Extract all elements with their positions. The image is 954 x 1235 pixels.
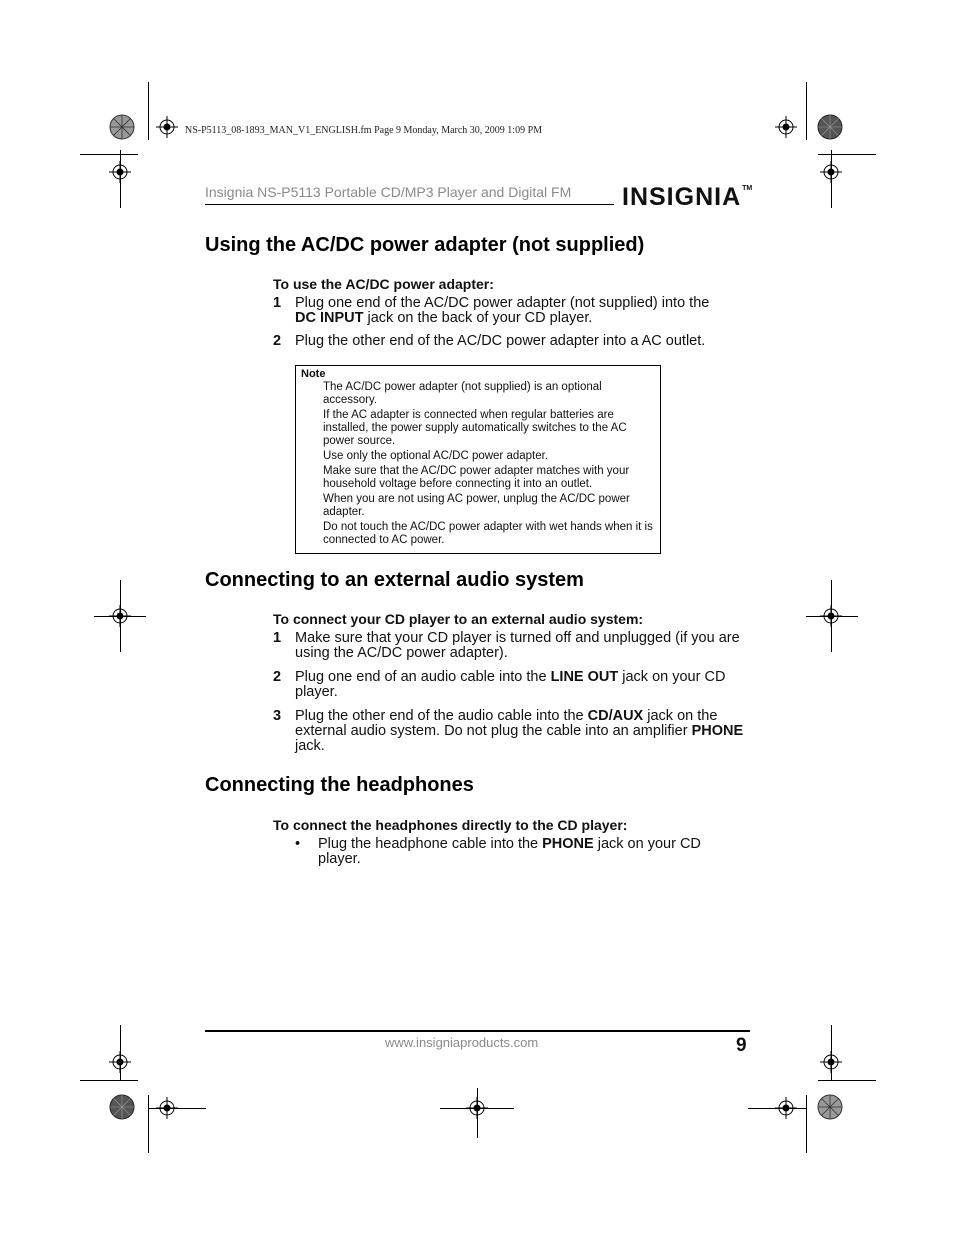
crop-mark bbox=[818, 154, 876, 155]
step-item bbox=[273, 709, 753, 757]
crop-mark bbox=[831, 150, 832, 208]
step-text: Plug one end of an audio cable into the LINE OUT jack on your CD player. bbox=[295, 669, 726, 700]
crop-mark bbox=[806, 1095, 807, 1153]
footer-rule bbox=[205, 1030, 750, 1032]
note-title: Note bbox=[301, 368, 326, 380]
note-item: The AC/DC power adapter (not supplied) is an optional accessory. bbox=[323, 381, 602, 406]
logo-text: INSIGNIA bbox=[622, 183, 742, 211]
color-bar-rose-icon bbox=[109, 1094, 135, 1120]
crop-mark bbox=[94, 616, 146, 617]
crop-mark bbox=[806, 616, 858, 617]
crop-mark bbox=[80, 1080, 138, 1081]
footer-url: www.insigniaproducts.com bbox=[385, 1035, 539, 1050]
step-text: Make sure that your CD player is turned off and unplugged (if you are using the AC/DC power adapter). bbox=[295, 630, 740, 661]
section-heading-headphones: Connecting the headphones bbox=[205, 774, 474, 796]
crop-mark bbox=[80, 154, 138, 155]
color-bar-rose-icon bbox=[817, 1094, 843, 1120]
step-number: 1 bbox=[273, 295, 282, 311]
crop-mark bbox=[148, 1108, 206, 1109]
line-out-label: LINE OUT bbox=[550, 669, 619, 685]
section-heading-ac-dc-adapter: Using the AC/DC power adapter (not supplied) bbox=[205, 234, 645, 256]
crop-mark bbox=[440, 1108, 514, 1109]
step-item bbox=[273, 334, 753, 350]
note-item: Use only the optional AC/DC power adapter. bbox=[323, 450, 549, 462]
dc-input-label: DC INPUT bbox=[295, 310, 364, 326]
step-number: 2 bbox=[273, 669, 282, 685]
bullet-item bbox=[295, 837, 755, 869]
file-slug-line: NS-P5113_08-1893_MAN_V1_ENGLISH.fm Page 9 Monday, March 30, 2009 1:09 PM bbox=[185, 125, 543, 136]
cd-aux-label: CD/AUX bbox=[587, 708, 644, 724]
crop-mark bbox=[120, 150, 121, 208]
procedure-heading: To connect your CD player to an external audio system: bbox=[273, 611, 644, 627]
insignia-logo bbox=[622, 183, 752, 212]
step-text: Plug the other end of the audio cable into the CD/AUX jack on the external audio system. Do not plug the cable into an amplifier PHONE jack. bbox=[295, 708, 744, 754]
step-text: Plug the other end of the AC/DC power adapter into a AC outlet. bbox=[295, 333, 706, 349]
procedure-heading: To connect the headphones directly to the CD player: bbox=[273, 817, 628, 833]
note-item: If the AC adapter is connected when regular batteries are installed, the power supply automatically switches to the AC power source. bbox=[323, 409, 627, 447]
crop-mark bbox=[831, 1025, 832, 1080]
phone-label: PHONE bbox=[542, 836, 594, 852]
running-header-title: Insignia NS-P5113 Portable CD/MP3 Player and Digital FM bbox=[205, 184, 572, 200]
step-number: 2 bbox=[273, 333, 282, 349]
page-number: 9 bbox=[736, 1035, 747, 1056]
header-rule bbox=[205, 204, 614, 205]
step-number: 1 bbox=[273, 630, 282, 646]
crop-mark bbox=[748, 1108, 806, 1109]
step-text: Plug one end of the AC/DC power adapter (not supplied) into the DC INPUT jack on the back of your CD player. bbox=[295, 295, 710, 326]
bullet-symbol: • bbox=[295, 836, 301, 852]
step-number: 3 bbox=[273, 708, 282, 724]
phone-label: PHONE bbox=[691, 723, 744, 739]
color-bar-rose-icon bbox=[817, 114, 843, 140]
registration-mark-icon bbox=[156, 116, 178, 138]
note-item: Do not touch the AC/DC power adapter with wet hands when it is connected to AC power. bbox=[323, 521, 653, 546]
logo-trademark: TM bbox=[742, 185, 753, 192]
bullet-text: Plug the headphone cable into the PHONE jack on your CD player. bbox=[318, 836, 701, 867]
note-item: Make sure that the AC/DC power adapter matches with your household voltage before connecting it into an outlet. bbox=[323, 465, 630, 490]
note-item: When you are not using AC power, unplug the AC/DC power adapter. bbox=[323, 493, 630, 518]
step-item bbox=[273, 631, 753, 663]
step-item bbox=[273, 670, 753, 702]
procedure-heading: To use the AC/DC power adapter: bbox=[273, 276, 494, 292]
crop-mark bbox=[120, 1025, 121, 1080]
crop-mark bbox=[818, 1080, 876, 1081]
registration-mark-icon bbox=[775, 116, 797, 138]
color-bar-rose-icon bbox=[109, 114, 135, 140]
step-item bbox=[273, 296, 753, 328]
crop-mark bbox=[148, 82, 149, 140]
crop-mark bbox=[148, 1095, 149, 1153]
crop-mark bbox=[806, 82, 807, 140]
section-heading-external-audio: Connecting to an external audio system bbox=[205, 569, 584, 591]
note-box bbox=[295, 365, 661, 554]
crop-mark bbox=[477, 1088, 478, 1138]
